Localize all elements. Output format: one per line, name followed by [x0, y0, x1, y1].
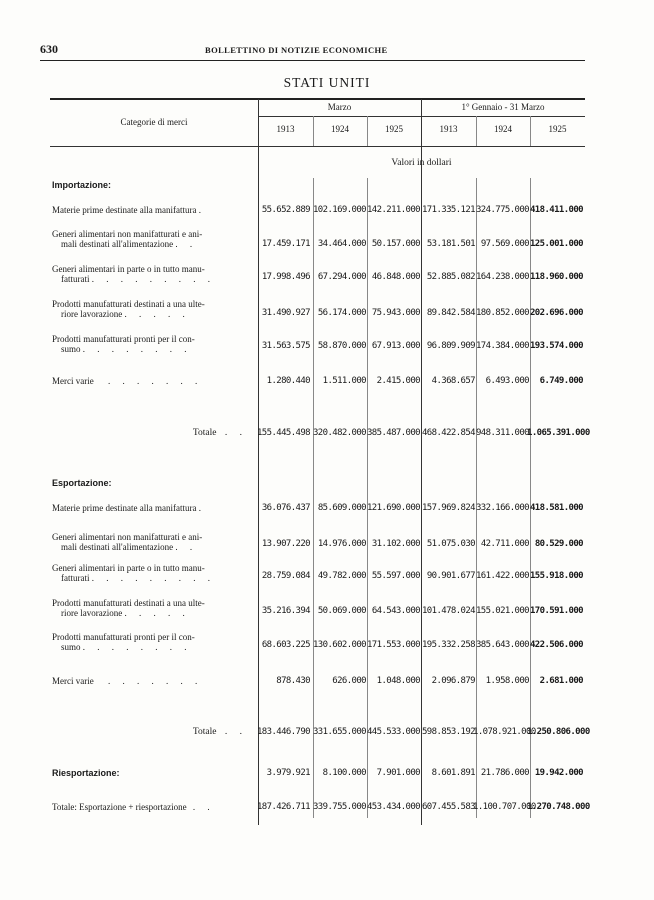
- leader-dots: . .: [192, 802, 215, 812]
- value-cell: 85.609.000: [317, 503, 366, 513]
- value-cell: 1.048.000: [376, 676, 420, 686]
- table-row: [0, 768, 654, 780]
- value-cell: 14.976.000: [317, 539, 366, 549]
- year-header: 1924: [494, 124, 512, 134]
- value-cell: 31.563.575: [261, 341, 310, 351]
- value-cell: 46.848.000: [371, 272, 420, 282]
- value-cell: 52.885.082: [426, 272, 475, 282]
- value-cell: 164.238.000: [475, 272, 529, 282]
- value-cell: 3.979.921: [266, 768, 310, 778]
- value-cell: 8.100.000: [322, 768, 366, 778]
- value-cell: 385.487.000: [366, 428, 420, 438]
- value-cell: 1.280.440: [266, 376, 310, 386]
- value-cell: 142.211.000: [366, 205, 420, 215]
- value-cell: 102.169.000: [312, 205, 366, 215]
- row-label-text: Generi alimentari non manifatturati e ani-: [52, 532, 203, 542]
- value-cell: 1.078.921.000: [473, 727, 536, 737]
- value-cell: 2.096.879: [431, 676, 475, 686]
- value-cell: 202.696.000: [529, 308, 583, 318]
- table-row: [0, 376, 654, 388]
- value-cell: 51.075.030: [426, 539, 475, 549]
- leader-dots: . . . . . . . .: [82, 344, 192, 354]
- table-row: [0, 503, 654, 515]
- value-cell: 195.332.258: [421, 640, 475, 650]
- row-label-text: sumo: [61, 642, 81, 652]
- leader-dots: . . . . . . . .: [82, 642, 192, 652]
- table-row: [0, 205, 654, 217]
- value-cell: 130.602.000: [312, 640, 366, 650]
- value-cell: 42.711.000: [480, 539, 529, 549]
- value-cell: 101.478.024: [421, 606, 475, 616]
- value-cell: 1.511.000: [322, 376, 366, 386]
- leader-dots: .: [198, 205, 206, 215]
- value-cell: 58.870.000: [317, 341, 366, 351]
- row-label-text: Materie prime destinate alla manifattura: [52, 205, 197, 215]
- value-cell: 2.681.000: [539, 676, 583, 686]
- value-cell: 6.493.000: [485, 376, 529, 386]
- value-cell: 422.506.000: [529, 640, 583, 650]
- value-cell: 89.842.584: [426, 308, 475, 318]
- row-label-text: Materie prime destinate alla manifattura: [52, 503, 197, 513]
- value-cell: 183.446.790: [256, 727, 310, 737]
- total-row: [0, 428, 654, 440]
- leader-dots: . .: [224, 727, 247, 737]
- year-header: 1925: [548, 124, 567, 134]
- leader-dots: . .: [175, 542, 198, 552]
- leader-dots: . . . . . . .: [107, 676, 203, 686]
- value-cell: 155.021.000: [475, 606, 529, 616]
- year-header: 1913: [276, 124, 295, 134]
- value-cell: 878.430: [276, 676, 310, 686]
- value-cell: 418.581.000: [529, 503, 583, 513]
- value-cell: 161.422.000: [475, 571, 529, 581]
- value-cell: 324.775.000: [475, 205, 529, 215]
- leader-dots: . . . . .: [124, 309, 190, 319]
- value-cell: 320.482.000: [312, 428, 366, 438]
- row-label-text: riore lavorazione: [61, 608, 123, 618]
- row-label-text: sumo: [61, 344, 81, 354]
- value-cell: 445.533.000: [366, 727, 420, 737]
- row-label-text: fatturati: [61, 274, 90, 284]
- row-label-text: Generi alimentari in parte o in tutto manu-: [52, 563, 205, 573]
- value-cell: 90.901.677: [426, 571, 475, 581]
- value-cell: 36.076.437: [261, 503, 310, 513]
- value-cell: 180.852.000: [475, 308, 529, 318]
- value-cell: 607.455.583: [421, 802, 475, 812]
- value-cell: 385.643.000: [475, 640, 529, 650]
- value-cell: 55.597.000: [371, 571, 420, 581]
- row-label-text: mali destinati all'alimentazione: [61, 239, 174, 249]
- imports-section-label: Importazione:: [52, 180, 112, 190]
- row-label-text: mali destinati all'alimentazione: [61, 542, 174, 552]
- row-label-text: Prodotti manufatturati destinati a una ulte-: [52, 299, 205, 309]
- leader-dots: . . . . .: [124, 608, 190, 618]
- value-cell: 96.809.909: [426, 341, 475, 351]
- running-head: BOLLETTINO DI NOTIZIE ECONOMICHE: [205, 45, 388, 55]
- value-cell: 468.422.854: [421, 428, 475, 438]
- value-cell: 193.574.000: [529, 341, 583, 351]
- value-cell: 4.368.657: [431, 376, 475, 386]
- grand-total-row: [0, 802, 654, 814]
- value-cell: 34.464.000: [317, 239, 366, 249]
- value-cell: 17.459.171: [261, 239, 310, 249]
- value-cell: 125.001.000: [529, 239, 583, 249]
- header-rule: [40, 60, 585, 61]
- value-cell: 28.759.084: [261, 571, 310, 581]
- value-cell: 50.069.000: [317, 606, 366, 616]
- table-row: [0, 239, 654, 251]
- value-cell: 2.415.000: [376, 376, 420, 386]
- value-cell: 53.181.501: [426, 239, 475, 249]
- row-label-text: Prodotti manufatturati pronti per il con-: [52, 334, 195, 344]
- value-cell: 187.426.711: [256, 802, 310, 812]
- value-cell: 948.311.000: [475, 428, 529, 438]
- value-cell: 17.998.496: [261, 272, 310, 282]
- total-label-text: Totale: [192, 428, 217, 438]
- leader-dots: . . . . . . . . .: [91, 573, 215, 583]
- grand-total-label: Totale: Esportazione + riesportazione: [52, 802, 187, 812]
- leader-dots: .: [198, 503, 206, 513]
- value-cell: 171.553.000: [366, 640, 420, 650]
- value-cell: 121.690.000: [366, 503, 420, 513]
- year-header: 1925: [385, 124, 403, 134]
- value-cell: 331.655.000: [312, 727, 366, 737]
- value-cell: 332.166.000: [475, 503, 529, 513]
- leader-dots: . . . . . . .: [107, 376, 203, 386]
- header-bottom-rule: [50, 146, 585, 147]
- value-cell: 13.907.220: [261, 539, 310, 549]
- row-label-text: Prodotti manufatturati pronti per il con-: [52, 632, 195, 642]
- value-cell: 339.755.000: [312, 802, 366, 812]
- table-row: [0, 640, 654, 652]
- table-row: [0, 539, 654, 551]
- value-cell: 155.918.000: [529, 571, 583, 581]
- page-title: STATI UNITI: [283, 75, 371, 90]
- exports-section-label: Esportazione:: [52, 478, 112, 488]
- value-cell: 626.000: [332, 676, 366, 686]
- row-label-text: Merci varie: [52, 376, 94, 386]
- value-cell: 97.569.000: [480, 239, 529, 249]
- value-cell: 64.543.000: [371, 606, 420, 616]
- row-label-text: Prodotti manufatturati destinati a una ulte-: [52, 598, 205, 608]
- year-header: 1924: [331, 124, 349, 134]
- total-label-text: Totale: [192, 727, 217, 737]
- value-cell: 157.969.824: [421, 503, 475, 513]
- table-row: [0, 606, 654, 618]
- value-cell: 155.445.498: [256, 428, 310, 438]
- value-cell: 1.065.391.000: [527, 428, 590, 438]
- year-header: 1913: [439, 124, 458, 134]
- value-cell: 1.100.707.000: [473, 802, 536, 812]
- value-cell: 49.782.000: [317, 571, 366, 581]
- value-cell: 19.942.000: [534, 768, 583, 778]
- row-label-text: Generi alimentari in parte o in tutto manu-: [52, 264, 205, 274]
- leader-dots: . .: [175, 239, 198, 249]
- leader-dots: . .: [224, 428, 247, 438]
- value-cell: 55.652.889: [261, 205, 310, 215]
- value-cell: 8.601.891: [431, 768, 475, 778]
- reexports-section-label: Riesportazione:: [52, 768, 120, 778]
- row-label-text: Merci varie: [52, 676, 94, 686]
- value-cell: 35.216.394: [261, 606, 310, 616]
- value-cell: 68.603.225: [261, 640, 310, 650]
- value-cell: 598.853.192: [421, 727, 475, 737]
- value-cell: 50.157.000: [371, 239, 420, 249]
- table-row: [0, 341, 654, 353]
- total-row: [0, 727, 654, 739]
- value-cell: 174.384.000: [475, 341, 529, 351]
- value-cell: 31.490.927: [261, 308, 310, 318]
- row-label-text: riore lavorazione: [61, 309, 123, 319]
- table-row: [0, 571, 654, 583]
- value-cell: 67.294.000: [317, 272, 366, 282]
- row-label-text: Generi alimentari non manifatturati e ani-: [52, 229, 203, 239]
- value-cell: 1.250.806.000: [527, 727, 590, 737]
- value-cell: 7.901.000: [376, 768, 420, 778]
- value-cell: 21.786.000: [480, 768, 529, 778]
- value-cell: 453.434.000: [366, 802, 420, 812]
- table-row: [0, 676, 654, 688]
- value-cell: 170.591.000: [529, 606, 583, 616]
- value-cell: 1.958.000: [485, 676, 529, 686]
- march-header: Marzo: [327, 102, 352, 112]
- table-row: [0, 308, 654, 320]
- page-number: 630: [40, 42, 58, 56]
- unit-label: Valori in dollari: [391, 158, 452, 168]
- value-cell: 1.270.748.000: [527, 802, 590, 812]
- cumulative-header: 1° Gennaio - 31 Marzo: [461, 102, 545, 112]
- value-cell: 31.102.000: [371, 539, 420, 549]
- table-top-rule: [50, 98, 585, 100]
- value-cell: 80.529.000: [534, 539, 583, 549]
- value-cell: 67.913.000: [371, 341, 420, 351]
- value-cell: 56.174.000: [317, 308, 366, 318]
- leader-dots: . . . . . . . . .: [91, 274, 215, 284]
- table-row: [0, 272, 654, 284]
- value-cell: 171.335.121: [421, 205, 475, 215]
- value-cell: 75.943.000: [371, 308, 420, 318]
- category-header: Categorie di merci: [120, 117, 188, 127]
- value-cell: 418.411.000: [529, 205, 583, 215]
- value-cell: 118.960.000: [529, 272, 583, 282]
- row-label-text: fatturati: [61, 573, 90, 583]
- value-cell: 6.749.000: [539, 376, 583, 386]
